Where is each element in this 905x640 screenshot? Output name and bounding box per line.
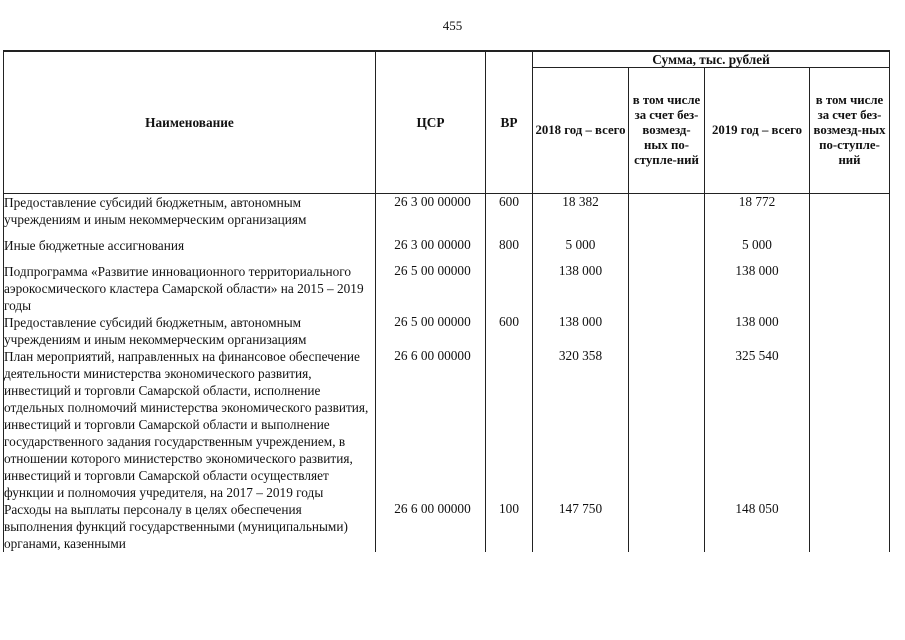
row-total-2018: 5 000 [533, 237, 629, 263]
table-row [4, 194, 890, 238]
row-total-2019: 5 000 [705, 237, 810, 263]
row-incl-2019 [810, 501, 890, 552]
row-incl-2019 [810, 314, 890, 348]
row-csr: 26 3 00 00000 [376, 237, 486, 263]
row-vr [486, 263, 533, 314]
row-incl-2018 [629, 314, 705, 348]
row-incl-2018 [629, 263, 705, 314]
row-vr: 100 [486, 501, 533, 552]
header-vr: ВР [486, 51, 533, 194]
row-name: Предоставление субсидий бюджетным, автономным учреждениям и иным некоммерческим организациям [4, 194, 376, 238]
header-sum-group: Сумма, тыс. рублей [533, 51, 890, 68]
row-incl-2019 [810, 263, 890, 314]
row-csr: 26 3 00 00000 [376, 194, 486, 238]
row-total-2018: 18 382 [533, 194, 629, 238]
row-csr: 26 5 00 00000 [376, 314, 486, 348]
header-row-top [4, 51, 890, 68]
row-total-2019: 325 540 [705, 348, 810, 501]
table-row [4, 348, 890, 501]
row-csr: 26 6 00 00000 [376, 348, 486, 501]
row-incl-2018 [629, 348, 705, 501]
row-total-2019: 148 050 [705, 501, 810, 552]
row-total-2019: 18 772 [705, 194, 810, 238]
table-row [4, 263, 890, 314]
budget-table [3, 50, 890, 552]
header-incl-2019: в том числе за счет без-возмезд-ных по-ступле-ний [810, 68, 890, 194]
row-incl-2019 [810, 237, 890, 263]
row-vr: 600 [486, 194, 533, 238]
page-number: 455 [442, 18, 463, 33]
header-incl-2018: в том числе за счет без-возмезд-ных по-ступле-ний [629, 68, 705, 194]
row-total-2019: 138 000 [705, 314, 810, 348]
row-incl-2018 [629, 501, 705, 552]
row-vr: 800 [486, 237, 533, 263]
row-incl-2018 [629, 194, 705, 238]
table-row [4, 237, 890, 263]
row-name: План мероприятий, направленных на финансовое обеспечение деятельности министерства экономического развития, инвестиций и торговли Самарской области, исполнение отдельных полномочий министерства экономического развития, инвестиций и торговли Самарской области и выполнение государственного задания государственным учреждением, в отношении которого министерство экономического развития, инвестиций и торговли Самарской области осуществляет функции и полномочия учредителя, на 2017 – 2019 годы [4, 348, 376, 501]
row-total-2018: 320 358 [533, 348, 629, 501]
table-row [4, 314, 890, 348]
header-name: Наименование [4, 51, 376, 194]
row-name: Иные бюджетные ассигнования [4, 237, 376, 263]
row-incl-2019 [810, 348, 890, 501]
row-vr: 600 [486, 314, 533, 348]
row-csr: 26 6 00 00000 [376, 501, 486, 552]
row-name: Предоставление субсидий бюджетным, автономным учреждениям и иным некоммерческим организациям [4, 314, 376, 348]
row-incl-2019 [810, 194, 890, 238]
table-row [4, 501, 890, 552]
header-total-2018: 2018 год – всего [533, 68, 629, 194]
row-vr [486, 348, 533, 501]
row-total-2018: 138 000 [533, 263, 629, 314]
row-csr: 26 5 00 00000 [376, 263, 486, 314]
header-total-2019: 2019 год – всего [705, 68, 810, 194]
row-total-2019: 138 000 [705, 263, 810, 314]
row-name: Расходы на выплаты персоналу в целях обеспечения выполнения функций государственными (муниципальными) органами, казенными [4, 501, 376, 552]
row-name: Подпрограмма «Развитие инновационного территориального аэрокосмического кластера Самарской области» на 2015 – 2019 годы [4, 263, 376, 314]
row-total-2018: 138 000 [533, 314, 629, 348]
header-csr: ЦСР [376, 51, 486, 194]
row-total-2018: 147 750 [533, 501, 629, 552]
row-incl-2018 [629, 237, 705, 263]
